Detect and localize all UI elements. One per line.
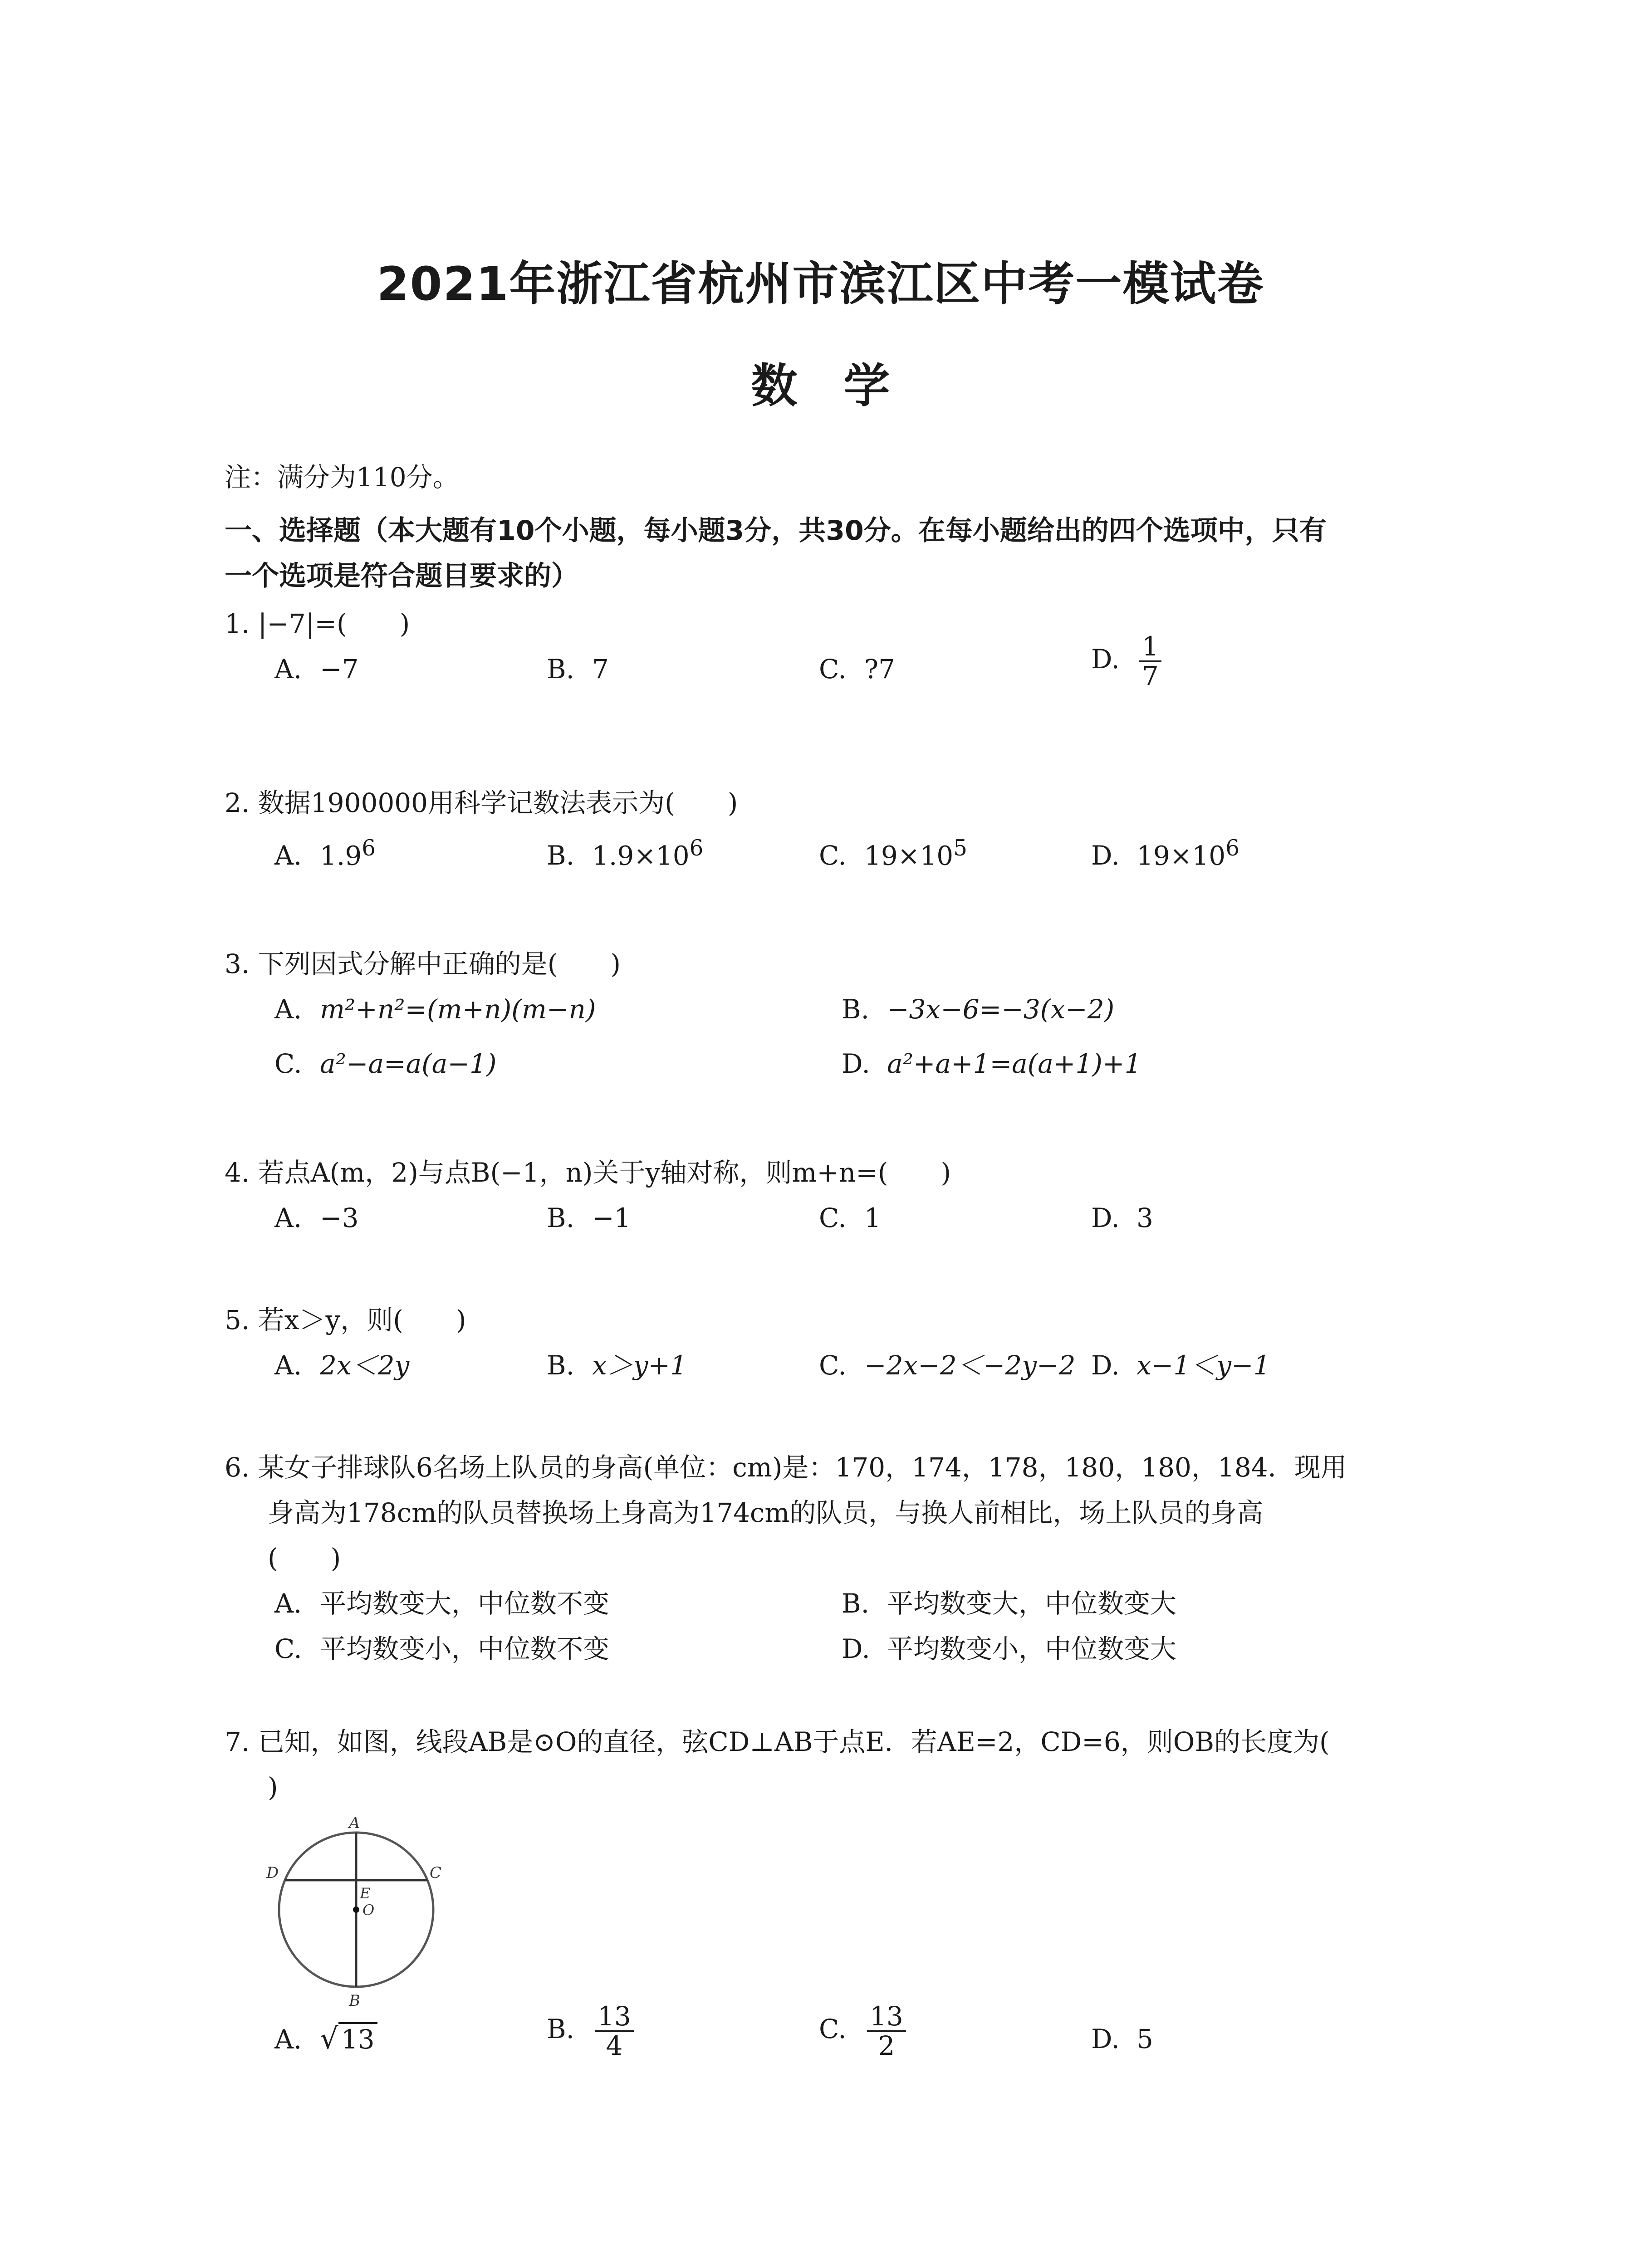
question-1: [225, 601, 1440, 692]
question-1-stem: 1. |−7|=( ): [225, 608, 410, 639]
section-heading: [225, 508, 1440, 599]
label-a: A: [349, 1814, 360, 1832]
question-5-stem: 5. 若x＞y，则( ): [225, 1305, 466, 1335]
fraction: $\frac{13}{2}$: [867, 2003, 906, 2060]
circle-diagram: [261, 1810, 451, 2009]
fraction: $\frac{13}{4}$: [595, 2003, 634, 2060]
question-6-stem-line3: ( ): [268, 1543, 341, 1574]
label-d: D: [266, 1864, 279, 1882]
question-6-options-row1: [225, 1581, 1440, 1626]
q6-option-a: A. 平均数变大，中位数不变: [274, 1588, 610, 1619]
section-heading-line1: 一、选择题（本大题有10个小题，每小题3分，共30分。在每小题给出的四个选项中，只有: [225, 515, 1327, 547]
q2-option-a: A. $1.9^6$: [274, 836, 376, 871]
label-e: E: [360, 1885, 371, 1902]
q5-option-d: D. x−1＜y−1: [1091, 1350, 1270, 1381]
page-subtitle: 数 学: [751, 359, 890, 413]
q2-option-b: B. $1.9\times 10^6$: [547, 836, 704, 871]
question-3-options-row2: [225, 1041, 1440, 1086]
label-b: B: [349, 1992, 360, 2009]
q6-option-d: D. 平均数变小，中位数变大: [842, 1633, 1177, 1664]
question-5-options: [225, 1343, 1440, 1388]
q7-option-b: B. $\frac{13}{4}$: [547, 2003, 634, 2060]
question-2-options: [225, 826, 1440, 871]
question-7: [225, 1719, 1440, 1810]
question-6: [225, 1445, 1440, 1672]
question-7-stem-line1: 7. 已知，如图，线段AB是⊙O的直径，弦CD⊥AB于点E．若AE=2，CD=6，则OB的长度为(: [225, 1726, 1330, 1757]
question-3-stem: 3. 下列因式分解中正确的是( ): [225, 948, 621, 979]
q4-option-d: D. 3: [1091, 1202, 1153, 1233]
question-6-options-row2: [225, 1626, 1440, 1672]
q3-option-c: C. a²−a=a(a−1): [274, 1048, 497, 1079]
q1-option-b: B. 7: [547, 654, 609, 684]
question-1-options: [225, 631, 1440, 692]
q3-option-d: D. a²+a+1=a(a+1)+1: [842, 1048, 1141, 1079]
question-7-stem-line2: ): [268, 1772, 278, 1803]
question-7-options: [225, 2001, 1440, 2062]
page-title: 2021年浙江省杭州市滨江区中考一模试卷: [377, 257, 1264, 311]
q6-option-b: B. 平均数变大，中位数变大: [842, 1588, 1177, 1619]
question-4-options: [225, 1195, 1440, 1241]
fraction: $\frac{1}{7}$: [1139, 633, 1161, 690]
center-point-o: [353, 1906, 359, 1913]
question-3-options-row1: [225, 987, 1440, 1041]
question-4-stem: 4. 若点A(m，2)与点B(−1，n)关于y轴对称，则m+n=( ): [225, 1157, 951, 1188]
q3-option-b: B. −3x−6=−3(x−2): [842, 994, 1115, 1025]
q7-option-a: A. √ 13: [274, 2016, 377, 2062]
label-c: C: [430, 1864, 442, 1882]
q7-option-d: D. 5: [1091, 2024, 1153, 2054]
q1-option-c: C. ?7: [819, 654, 895, 684]
score-note: 注：满分为110分。: [225, 462, 459, 493]
q1-option-d: D. $\frac{1}{7}$: [1091, 633, 1161, 690]
q7-option-c: C. $\frac{13}{2}$: [819, 2003, 906, 2060]
question-3: [225, 941, 1440, 1086]
q5-option-c: C. −2x−2＜−2y−2: [819, 1350, 1076, 1381]
q3-option-a: A. m²+n²=(m+n)(m−n): [274, 994, 596, 1025]
q6-option-c: C. 平均数变小，中位数不变: [274, 1633, 610, 1664]
q1-option-a: A. −7: [274, 654, 359, 684]
question-2-stem: 2. 数据1900000用科学记数法表示为( ): [225, 787, 738, 818]
question-4: [225, 1150, 1440, 1241]
question-6-stem-line1: 6. 某女子排球队6名场上队员的身高(单位：cm)是：170，174，178，180，180，184．现用: [225, 1452, 1347, 1483]
question-2: [225, 780, 1440, 871]
question-5: [225, 1297, 1440, 1388]
square-root: √ 13: [320, 2016, 377, 2062]
q4-option-b: B. −1: [547, 1202, 631, 1233]
section-heading-line2: 一个选项是符合题目要求的）: [225, 560, 578, 592]
q4-option-c: C. 1: [819, 1202, 881, 1233]
label-o: O: [362, 1901, 375, 1919]
q2-option-d: D. $19\times 10^6$: [1091, 836, 1239, 871]
question-6-stem-line2: 身高为178cm的队员替换场上身高为174cm的队员，与换人前相比，场上队员的身高: [268, 1497, 1264, 1528]
q2-option-c: C. $19\times 10^5$: [819, 836, 967, 871]
q4-option-a: A. −3: [274, 1202, 359, 1233]
q5-option-b: B. x＞y+1: [547, 1350, 687, 1381]
q5-option-a: A. 2x＜2y: [274, 1350, 410, 1381]
